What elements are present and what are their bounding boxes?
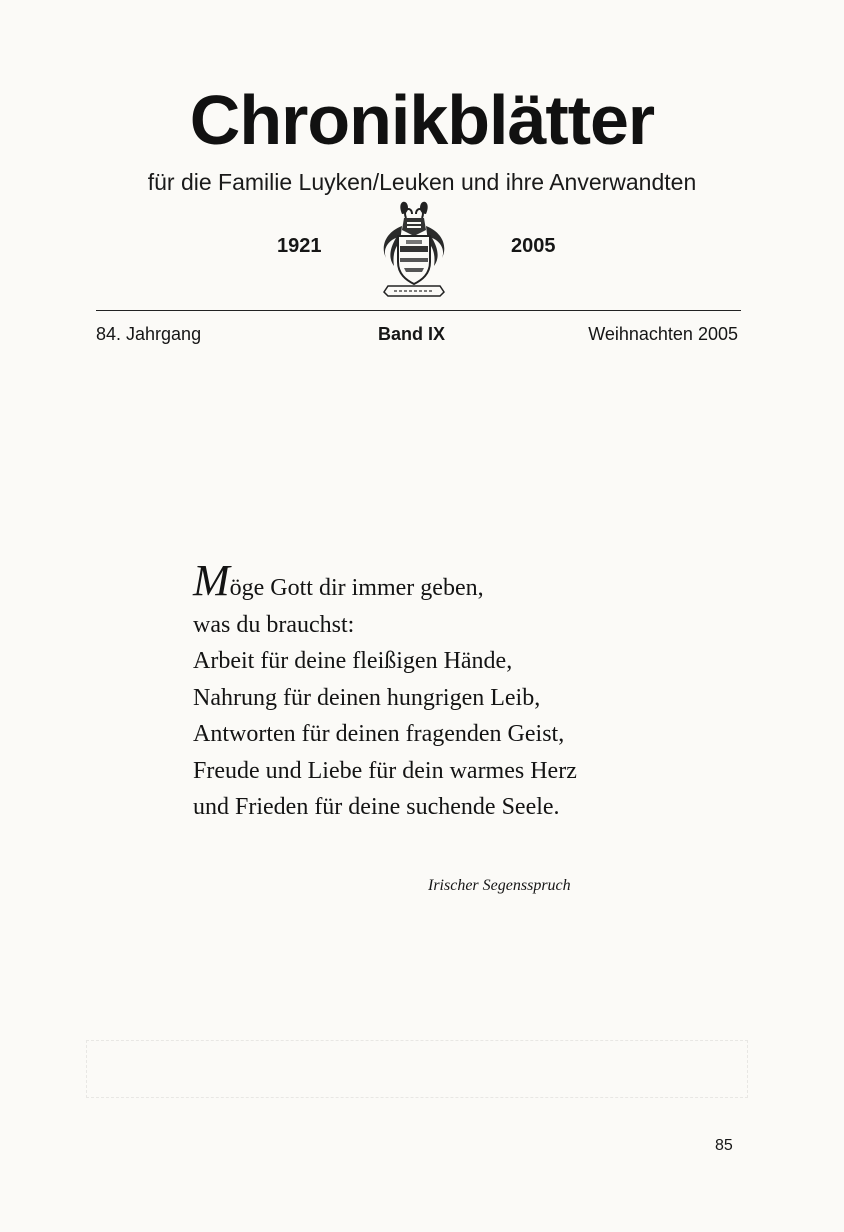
poem-line: Freude und Liebe für dein warmes Herz [193,757,577,784]
page-number: 85 [715,1137,733,1154]
poem-source: Irischer Segensspruch [428,877,571,894]
page-subtitle: für die Familie Luyken/Leuken und ihre Anverwandten [147,169,697,195]
family-crest-icon [372,196,456,300]
poem [193,556,663,826]
page-title: Chronikblätter [189,81,655,159]
poem-line: was du brauchst: [193,611,355,638]
poem-first-line [193,556,663,607]
band-number: Band IX [378,324,446,344]
poem-dropcap: M [193,556,230,605]
year-start: 1921 [277,235,322,257]
poem-line: und Frieden für deine suchende Seele. [193,794,560,820]
volume-year: 84. Jahrgang [96,324,202,344]
year-end: 2005 [511,235,556,257]
poem-first-line-text: öge Gott dir immer geben, [229,575,484,601]
poem-line: Antworten für deinen fragenden Geist, [193,721,565,747]
poem-line: Arbeit für deine fleißigen Hände, [193,648,513,674]
edition: Weihnachten 2005 [588,324,738,344]
poem-line: Nahrung für deinen hungrigen Leib, [193,684,541,711]
show-through-box [86,1040,748,1098]
header-divider [96,310,741,311]
